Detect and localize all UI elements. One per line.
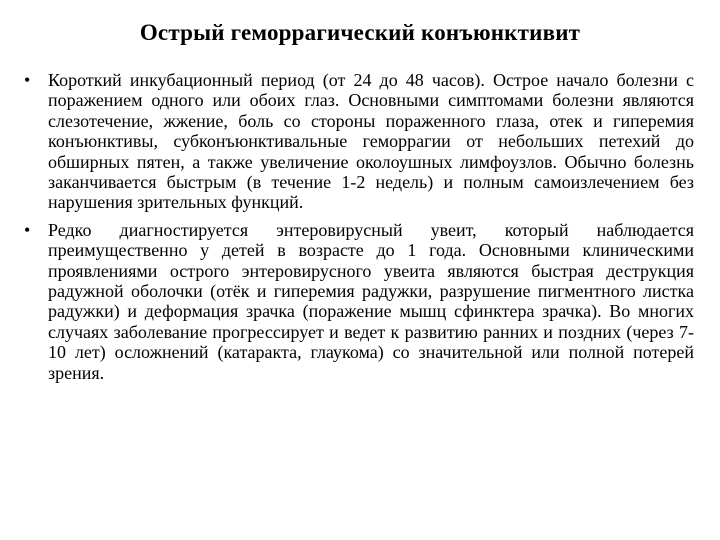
bullet-icon: • (24, 70, 31, 90)
bullet-item-incubation (22, 70, 694, 213)
bullet-item-uveitis (22, 220, 694, 383)
bullet-list (22, 70, 694, 390)
bullet-text: Короткий инкубационный период (от 24 до 48 часов). Острое начало болезни с поражением одного или обоих глаз. Основными симптомами болезни являются слезотечение, жжение, боль со стороны пораженного глаза, отек и гиперемия конъюнктивы, субконъюнктивальные геморрагии от небольших петехий до обширных пятен, а также увеличение околоушных лимфоузлов. Обычно болезнь заканчивается быстрым (в течение 1-2 недель) и полным самоизлечением без нарушения зрительных функций. (48, 70, 694, 213)
bullet-icon: • (24, 219, 31, 240)
slide-title: Острый геморрагический конъюнктивит (139, 20, 581, 45)
bullet-text: Редко диагностируется энтеровирусный увеит, который наблюдается преимущественно у детей в возрасте до 1 года. Основными клиническими проявлениями острого энтеровирусного увеита являются быстрая деструкция радужной оболочки (отёк и гиперемия радужки, разрушение пигментного листка радужки) и деформация зрачка (поражение мышц сфинктера зрачка). Во многих случаях заболевание прогрессирует и ведет к развитию ранних и поздних (через 7-10 лет) осложнений (катаракта, глаукома) со значительной или полной потерей зрения. (48, 219, 694, 383)
